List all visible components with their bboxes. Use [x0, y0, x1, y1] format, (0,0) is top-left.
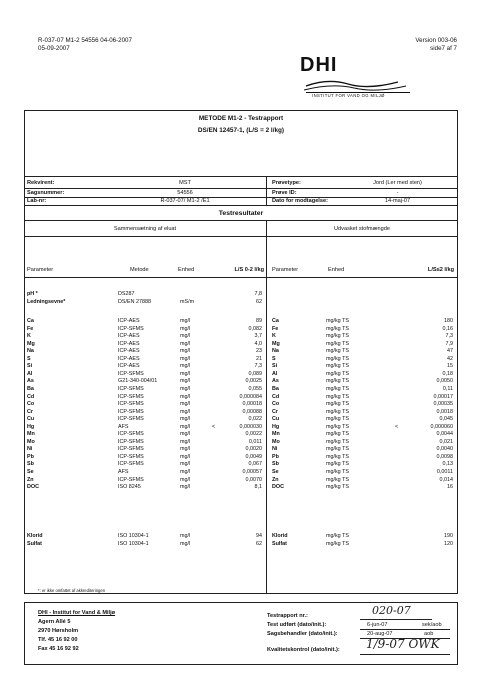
cell-value: 0,00018	[242, 401, 262, 408]
cell-enhed: mg/l	[180, 423, 191, 430]
dato-label: Dato for modtagelse:	[272, 198, 328, 204]
cell-value: 4,0	[254, 340, 262, 347]
cell-metode: ISO 8245	[118, 484, 141, 491]
kvalitet-signature: 1/9-07 OWK	[366, 637, 440, 651]
cell-parameter2: Klorid	[272, 533, 288, 539]
cell-parameter: Al	[27, 370, 33, 377]
cell-parameter: As	[27, 378, 34, 385]
cell-value2: 0,0098	[436, 453, 453, 460]
col-ls: L/S 0-2 l/kg	[234, 267, 264, 273]
cell-enhed2: mg/kg TS	[326, 385, 349, 392]
cell-parameter: Mo	[27, 438, 35, 445]
footnote: *: er ikke omfattet af akkrediteringen	[38, 588, 106, 593]
cell-value: 8,1	[254, 484, 262, 491]
cell-value2: 0,000060	[430, 423, 453, 430]
cell-value2: 47	[447, 348, 453, 355]
cell-metode: ICP-SFMS	[118, 393, 144, 400]
cell-parameter2: Si	[272, 363, 278, 370]
cell-metode: ICP-SFMS	[118, 401, 144, 408]
cell-value2: 0,00017	[433, 393, 453, 400]
cell-value: 0,067	[248, 461, 262, 468]
cell-enhed: mg/l	[180, 446, 191, 453]
cell-parameter2: Fe	[272, 325, 279, 332]
logo-text: DHI	[300, 54, 338, 76]
cell-value: 62	[256, 298, 262, 305]
cell-parameter2: Mn	[272, 431, 280, 438]
cell-parameter2: Cd	[272, 393, 280, 400]
lab-nr-value: R-037-07/ M1-2 /E1	[160, 198, 210, 204]
cell-value2: 120	[444, 540, 453, 547]
prove-id-label: Prøve ID:	[272, 190, 297, 196]
cell-parameter2: Ba	[272, 385, 279, 392]
cell-enhed2: mg/kg TS	[326, 378, 349, 385]
cell-enhed: mg/l	[180, 416, 191, 423]
provetype-label: Prøvetype:	[272, 180, 301, 186]
logo-tagline: INSTITUT FOR VAND OG MILJØ	[312, 93, 385, 98]
cell-parameter2: Al	[272, 370, 278, 377]
cell-parameter2: Sulfat	[272, 540, 287, 547]
right-heading: Udvasket stofmængde	[334, 226, 390, 232]
cell-metode: DS/EN 27888	[118, 298, 151, 305]
cell-prefix: <	[212, 423, 216, 430]
cell-value: 3,7	[254, 333, 262, 340]
cell-parameter: Klorid	[27, 533, 43, 539]
cell-metode: ICP-AES	[118, 318, 140, 324]
cell-value: 0,0070	[245, 476, 262, 483]
cell-enhed2: mg/kg TS	[326, 393, 349, 400]
sagsbehandler-init: aob	[424, 631, 434, 637]
cell-enhed2: mg/kg TS	[326, 401, 349, 408]
cell-enhed2: mg/kg TS	[326, 363, 349, 370]
cell-enhed: mg/l	[180, 340, 191, 347]
cell-parameter: Ca	[27, 318, 34, 324]
cell-enhed2: mg/kg TS	[326, 446, 349, 453]
cell-parameter2: Ni	[272, 446, 278, 453]
cell-parameter: DOC	[27, 484, 39, 491]
cell-value2: 190	[444, 533, 453, 539]
cell-parameter: Cd	[27, 393, 35, 400]
cell-value: 0,000030	[239, 423, 262, 430]
cell-enhed: mg/l	[180, 484, 191, 491]
cell-enhed2: mg/kg TS	[326, 476, 349, 483]
cell-parameter: S	[27, 355, 31, 362]
cell-parameter2: As	[272, 378, 279, 385]
cell-value: 0,00057	[242, 469, 262, 475]
cell-enhed: mg/l	[180, 461, 191, 468]
cell-metode: AFS	[118, 469, 129, 475]
cell-enhed: mS/m	[180, 298, 195, 305]
cell-metode: ISO 10304-1	[118, 533, 149, 539]
cell-parameter: K	[27, 333, 31, 340]
cell-enhed: mg/l	[180, 476, 191, 483]
cell-enhed: mg/l	[180, 393, 191, 400]
cell-value2: 0,11	[442, 385, 453, 392]
cell-value2: 0,045	[439, 416, 453, 423]
cell-value2: 0,0018	[436, 408, 453, 415]
cell-value: 0,055	[248, 385, 262, 392]
cell-value2: 42	[447, 355, 453, 362]
cell-value2: 0,00035	[433, 401, 453, 408]
cell-parameter: Ni	[27, 446, 33, 453]
sagsnummer-label: Sagsnummer:	[27, 190, 65, 196]
footer-phone: Tlf. 45 16 92 00	[38, 637, 78, 643]
cell-enhed2: mg/kg TS	[326, 438, 349, 445]
cell-enhed2: mg/kg TS	[326, 325, 349, 332]
cell-value: 0,000084	[239, 393, 262, 400]
cell-enhed: mg/l	[180, 325, 191, 332]
cell-value2: 0,16	[442, 325, 453, 332]
cell-enhed: mg/l	[180, 318, 191, 324]
cell-metode: ICP-AES	[118, 355, 140, 362]
doc-date: 05-09-2007	[38, 45, 70, 52]
cell-parameter2: Na	[272, 348, 279, 355]
kvalitet-label: Kvalitetskontrol (dato/init.):	[267, 647, 340, 653]
cell-value: 94	[256, 533, 262, 539]
cell-value2: 0,0050	[436, 378, 453, 385]
cell-enhed2: mg/kg TS	[326, 469, 349, 475]
col-enhed2: Enhed	[328, 267, 345, 273]
cell-parameter2: Pb	[272, 453, 279, 460]
cell-enhed2: mg/kg TS	[326, 408, 349, 415]
cell-enhed: mg/l	[180, 355, 191, 362]
cell-enhed: mg/l	[180, 363, 191, 370]
cell-metode: AFS	[118, 423, 129, 430]
cell-value2: 15	[447, 363, 453, 370]
cell-metode: ICP-AES	[118, 363, 140, 370]
cell-parameter2: Mg	[272, 340, 280, 347]
cell-parameter: Sb	[27, 461, 34, 468]
cell-metode: ICP-SFMS	[118, 461, 144, 468]
cell-parameter: Sulfat	[27, 540, 42, 547]
cell-parameter2: Se	[272, 469, 279, 475]
cell-enhed: mg/l	[180, 438, 191, 445]
cell-metode: G21-340-004/01	[118, 378, 158, 385]
cell-enhed2: mg/kg TS	[326, 461, 349, 468]
cell-enhed: mg/l	[180, 431, 191, 438]
cell-value: 7,8	[254, 291, 262, 297]
cell-parameter: Mn	[27, 431, 35, 438]
cell-value2: 0,18	[442, 370, 453, 377]
cell-enhed2: mg/kg TS	[326, 416, 349, 423]
sagsbehandler-date: 20-aug-07	[367, 631, 393, 637]
cell-metode: ISO 10304-1	[118, 540, 149, 547]
cell-metode: ICP-SFMS	[118, 416, 144, 423]
cell-enhed2: mg/kg TS	[326, 348, 349, 355]
doc-ref: R-037-07 M1-2 54556 04-06-2007	[38, 37, 132, 44]
cell-parameter2: Hg	[272, 423, 280, 430]
cell-metode: DS287	[118, 291, 135, 297]
report-title: METODE M1-2 - Testrapport	[198, 115, 284, 122]
cell-enhed2: mg/kg TS	[326, 453, 349, 460]
rekvirent-value: MST	[179, 180, 191, 186]
cell-enhed: mg/l	[180, 408, 191, 415]
cell-parameter: Cr	[27, 408, 33, 415]
cell-metode: ICP-SFMS	[118, 370, 144, 377]
cell-parameter: Fe	[27, 325, 34, 332]
cell-parameter2: Mo	[272, 438, 280, 445]
results-title: Testresultater	[218, 210, 264, 217]
test-udfort-date: 6-jun-07	[367, 622, 388, 628]
cell-parameter: Ledningsevne*	[27, 298, 66, 305]
cell-parameter: Hg	[27, 423, 35, 430]
cell-value: 62	[256, 540, 262, 547]
cell-value2: 0,13	[442, 461, 453, 468]
provetype-value: Jord (Ler med sten)	[373, 180, 422, 186]
cell-enhed2: mg/kg TS	[326, 423, 349, 430]
cell-value: 0,022	[248, 416, 262, 423]
dhi-logo	[298, 56, 418, 104]
cell-enhed: mg/l	[180, 533, 191, 539]
report-standard: DS/EN 12457-1, (L/S = 2 l/kg)	[197, 127, 285, 134]
cell-value: 0,089	[248, 370, 262, 377]
testrapport-value: 020-07	[372, 604, 411, 617]
testrapport-label: Testrapport nr.:	[267, 613, 308, 619]
cell-value2: 0,014	[439, 476, 453, 483]
col-parameter: Parameter	[27, 267, 54, 273]
cell-value2: 7,3	[445, 333, 453, 340]
test-udfort-init: sek/aob	[422, 622, 442, 628]
dato-value: 14-maj-07	[384, 198, 411, 204]
cell-enhed2: mg/kg TS	[326, 318, 349, 324]
cell-enhed: mg/l	[180, 385, 191, 392]
cell-parameter2: K	[272, 333, 276, 340]
cell-parameter: Co	[27, 401, 35, 408]
cell-metode: ICP-AES	[118, 333, 140, 340]
cell-parameter2: Cu	[272, 416, 280, 423]
cell-parameter2: Co	[272, 401, 280, 408]
cell-parameter: Na	[27, 348, 34, 355]
cell-enhed2: mg/kg TS	[326, 533, 349, 539]
sagsbehandler-label: Sagsbehandler (dato/init.):	[267, 631, 338, 637]
cell-value: 0,011	[248, 438, 262, 445]
lab-nr-label: Lab-nr:	[27, 198, 47, 204]
cell-enhed: mg/l	[180, 469, 191, 475]
cell-value2: 0,0040	[436, 446, 453, 453]
cell-parameter2: S	[272, 355, 276, 362]
footer-institute: DHI - Institut for Vand & Miljø	[38, 610, 116, 616]
cell-parameter: Si	[27, 363, 33, 370]
cell-parameter: Se	[27, 469, 34, 475]
cell-enhed2: mg/kg TS	[326, 540, 349, 547]
cell-metode: ICP-SFMS	[118, 476, 144, 483]
cell-metode: ICP-SFMS	[118, 453, 144, 460]
cell-value2: 180	[444, 318, 453, 324]
cell-parameter: Pb	[27, 453, 34, 460]
cell-parameter: pH *	[27, 291, 38, 297]
prove-id-value: -	[396, 190, 399, 196]
sagsnummer-value: 54556	[177, 190, 193, 196]
cell-enhed2: mg/kg TS	[326, 484, 349, 491]
cell-enhed: mg/l	[180, 540, 191, 547]
cell-prefix2: <	[395, 423, 399, 430]
cell-parameter: Ba	[27, 385, 34, 392]
cell-value: 0,0022	[245, 431, 262, 438]
cell-value2: 7,9	[445, 340, 453, 347]
cell-enhed: mg/l	[180, 348, 191, 355]
doc-version: Version 003-06	[415, 37, 457, 44]
cell-parameter2: Ca	[272, 318, 279, 324]
test-udfort-label: Test udført (dato/init.):	[267, 622, 327, 628]
cell-parameter: Mg	[27, 340, 35, 347]
cell-value: 89	[256, 318, 262, 324]
cell-parameter: Zn	[27, 476, 34, 483]
cell-enhed2: mg/kg TS	[326, 355, 349, 362]
cell-enhed: mg/l	[180, 401, 191, 408]
cell-enhed: mg/l	[180, 378, 191, 385]
cell-enhed: mg/l	[180, 453, 191, 460]
footer-address2: 2970 Hørsholm	[38, 628, 79, 634]
cell-enhed: mg/l	[180, 370, 191, 377]
cell-metode: ICP-SFMS	[118, 408, 144, 415]
cell-enhed2: mg/kg TS	[326, 333, 349, 340]
cell-parameter2: Cr	[272, 408, 278, 415]
cell-enhed2: mg/kg TS	[326, 340, 349, 347]
cell-value: 7,3	[254, 363, 262, 370]
cell-metode: ICP-SFMS	[118, 325, 144, 332]
page-number: side7 af 7	[430, 45, 457, 52]
cell-enhed: mg/l	[180, 333, 191, 340]
cell-value2: 0,0044	[436, 431, 453, 438]
cell-parameter2: Sb	[272, 461, 279, 468]
cell-parameter2: DOC	[272, 484, 284, 491]
cell-metode: ICP-SFMS	[118, 385, 144, 392]
left-heading: Sammensætning af eluat	[113, 226, 177, 232]
cell-metode: ICP-AES	[118, 348, 140, 355]
cell-parameter: Cu	[27, 416, 35, 423]
cell-value: 0,0025	[245, 378, 262, 385]
col-metode: Metode	[130, 267, 149, 273]
cell-value: 0,0020	[245, 446, 262, 453]
rekvirent-label: Rekvirent:	[27, 180, 55, 186]
cell-enhed2: mg/kg TS	[326, 370, 349, 377]
cell-value: 0,0049	[245, 453, 262, 460]
cell-value2: 0,0011	[436, 469, 453, 475]
cell-value: 21	[256, 355, 262, 362]
cell-value2: 0,021	[439, 438, 453, 445]
cell-value: 0,00088	[242, 408, 262, 415]
footer-address1: Agern Allé 5	[38, 619, 71, 625]
col-parameter2: Parameter	[272, 267, 299, 273]
col-ls2: L/S≤2 l/kg	[427, 267, 454, 273]
cell-value2: 16	[447, 484, 453, 491]
cell-metode: ICP-SFMS	[118, 431, 144, 438]
cell-metode: ICP-AES	[118, 340, 140, 347]
cell-parameter2: Zn	[272, 476, 279, 483]
footer-fax: Fax 45 16 92 92	[38, 646, 79, 652]
cell-metode: ICP-SFMS	[118, 438, 144, 445]
cell-enhed2: mg/kg TS	[326, 431, 349, 438]
cell-metode: ICP-SFMS	[118, 446, 144, 453]
cell-value: 0,082	[248, 325, 262, 332]
col-enhed: Enhed	[178, 267, 195, 273]
cell-value: 23	[256, 348, 262, 355]
